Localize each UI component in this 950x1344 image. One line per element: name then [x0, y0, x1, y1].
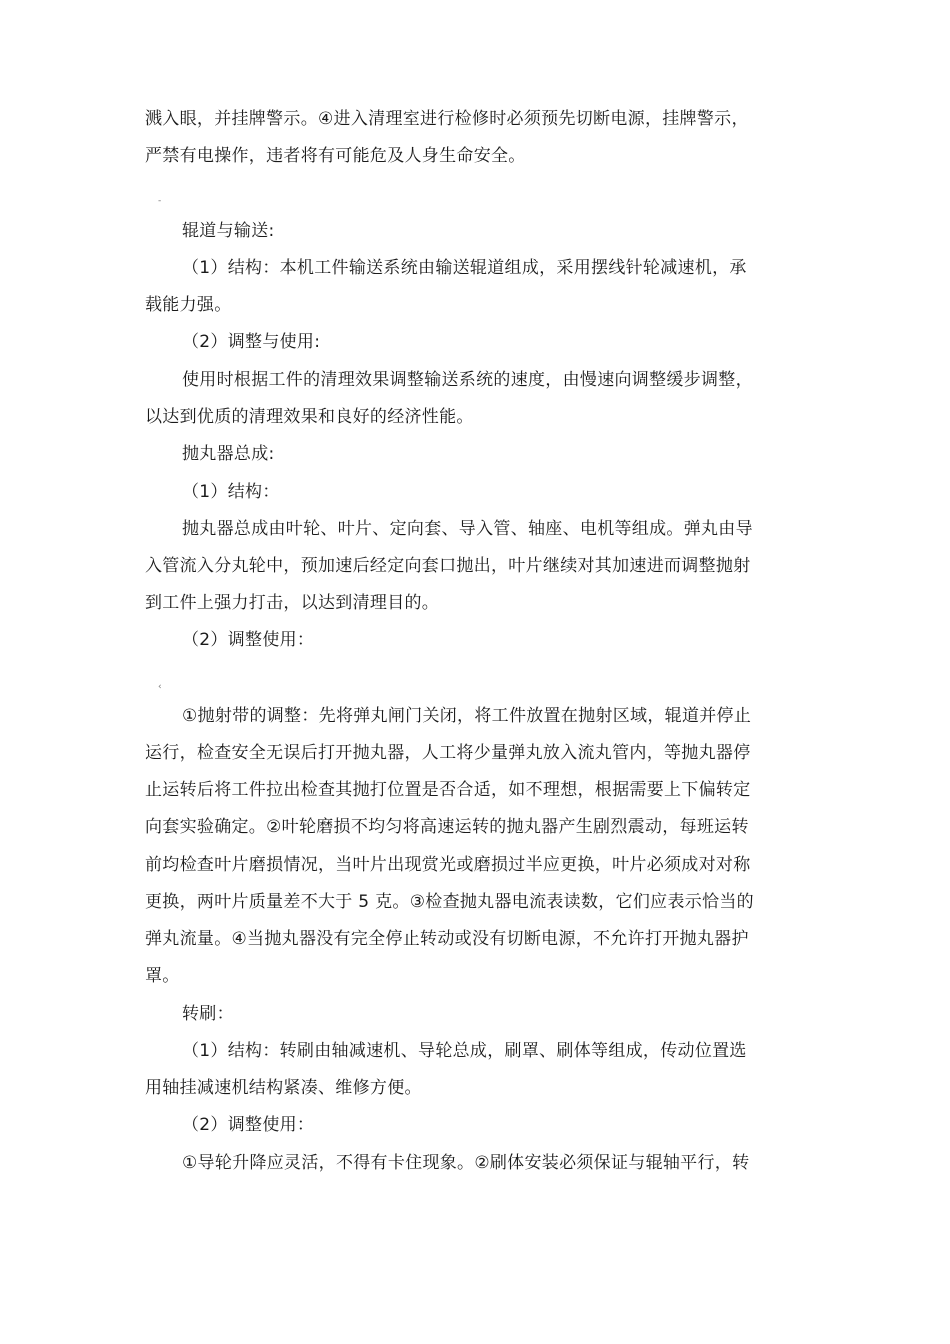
- paragraph-line: 使用时根据工件的清理效果调整输送系统的速度，由慢速向调整缓步调整，: [182, 370, 753, 390]
- paragraph-line: 载能力强。: [145, 295, 232, 315]
- edit-mark: -: [158, 196, 162, 206]
- section-heading: 抛丸器总成:: [182, 444, 275, 464]
- paragraph-line: 溅入眼，并挂牌警示。④进入清理室进行检修时必须预先切断电源，挂牌警示，: [145, 109, 749, 129]
- section-heading: 转刷：: [182, 1004, 234, 1024]
- paragraph-line: 弹丸流量。④当抛丸器没有完全停止转动或没有切断电源，不允许打开抛丸器护: [145, 929, 749, 949]
- paragraph-line: 前均检查叶片磨损情况，当叶片出现赏光或磨损过半应更换，叶片必须成对对称: [145, 855, 751, 875]
- paragraph-line: （1）结构：转刷由轴减速机、导轮总成，刷罩、刷体等组成，传动位置选: [182, 1041, 747, 1061]
- paragraph-line: 抛丸器总成由叶轮、叶片、定向套、导入管、轴座、电机等组成。弹丸由导: [182, 519, 753, 539]
- paragraph-line: 严禁有电操作，违者将有可能危及人身生命安全。: [145, 146, 526, 166]
- paragraph-line: 入管流入分丸轮中，预加速后经定向套口抛出，叶片继续对其加速进而调整抛射: [145, 556, 751, 576]
- paragraph-line: 运行，检查安全无误后打开抛丸器，人工将少量弹丸放入流丸管内，等抛丸器停: [145, 743, 751, 763]
- subsection-heading: （1）结构：: [182, 482, 280, 502]
- paragraph-line: ①抛射带的调整：先将弹丸闸门关闭，将工件放置在抛射区域，辊道并停止: [182, 706, 752, 726]
- paragraph-line: 用轴挂减速机结构紧凑、维修方便。: [145, 1078, 422, 1098]
- subsection-heading: （2）调整使用：: [182, 1115, 315, 1135]
- paragraph-line: 罩。: [145, 966, 180, 986]
- section-heading: 辊道与输送:: [182, 221, 275, 241]
- subsection-heading: （2）调整使用：: [182, 630, 315, 650]
- subsection-heading: （2）调整与使用:: [182, 332, 321, 352]
- paragraph-line: ①导轮升降应灵活，不得有卡住现象。②刷体安装必须保证与辊轴平行，转: [182, 1153, 750, 1173]
- paragraph-line: 到工件上强力打击，以达到清理目的。: [145, 593, 440, 613]
- edit-mark: ‹: [158, 682, 162, 692]
- paragraph-line: 止运转后将工件拉出检查其抛打位置是否合适，如不理想，根据需要上下偏转定: [145, 780, 751, 800]
- paragraph-line: 向套实验确定。②叶轮磨损不均匀将高速运转的抛丸器产生剧烈震动，每班运转: [145, 817, 749, 837]
- paragraph-line: 更换，两叶片质量差不大于 5 克。③检查抛丸器电流表读数，它们应表示恰当的: [145, 892, 754, 912]
- paragraph-line: 以达到优质的清理效果和良好的经济性能。: [145, 407, 474, 427]
- paragraph-line: （1）结构：本机工件输送系统由输送辊道组成，采用摆线针轮减速机，承: [182, 258, 747, 278]
